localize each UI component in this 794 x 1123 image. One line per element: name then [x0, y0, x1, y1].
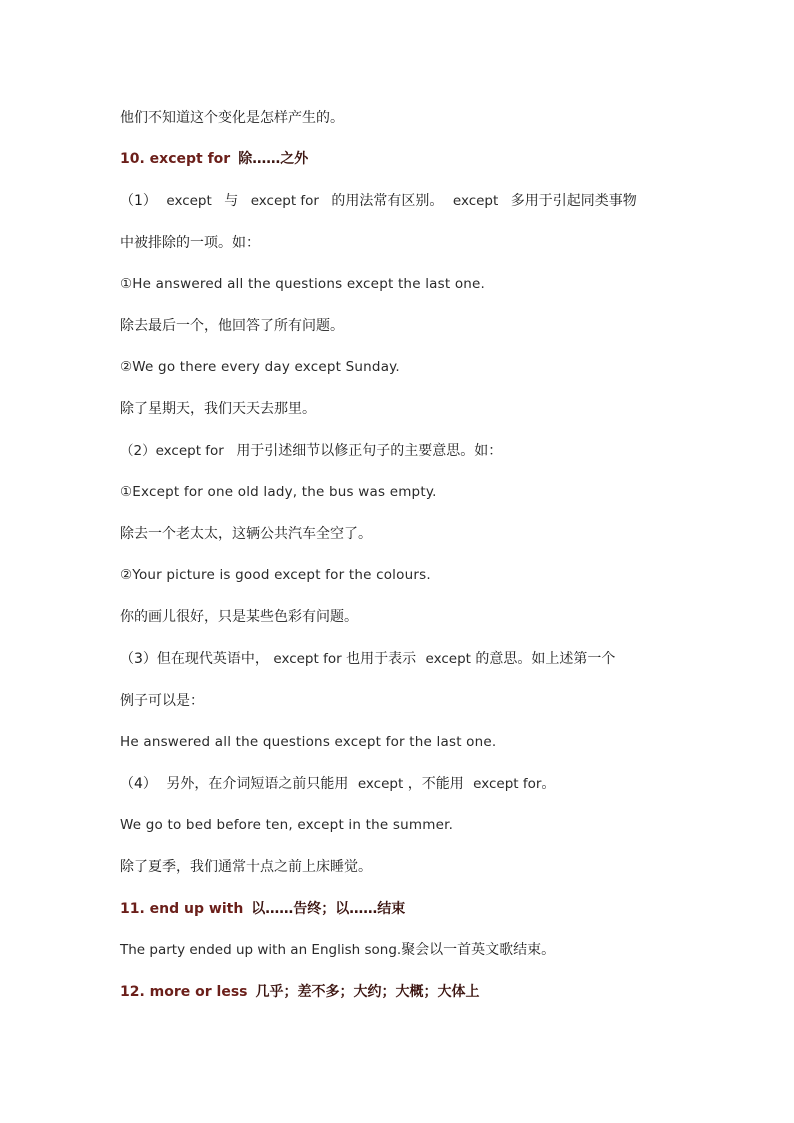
example-3-chinese-text: 除去一个老太太，这辆公共汽车全空了。 — [120, 526, 372, 542]
example-4-chinese-text: 你的画儿很好，只是某些色彩有问题。 — [120, 609, 358, 625]
p3-continued-text: 例子可以是： — [120, 693, 204, 709]
example-4-english-text: ②Your picture is good except for the colours. — [120, 567, 431, 583]
example-3-english — [120, 482, 437, 502]
heading-12-phrase: 12. more or less — [120, 984, 248, 1000]
p4-text-b: ，不能用 — [407, 776, 464, 792]
p2-text: 用于引述细节以修正句子的主要意思。如： — [236, 443, 503, 459]
paragraph-4 — [120, 774, 555, 794]
example-6-chinese-text: 除了夏季，我们通常十点之前上床睡觉。 — [120, 859, 372, 875]
example-1-chinese-text: 除去最后一个，他回答了所有问题。 — [120, 318, 344, 334]
p3-except: except — [425, 651, 471, 667]
example-7-chinese-text: 聚会以一首英文歌结束。 — [401, 942, 556, 958]
p4-number: （4） — [120, 776, 157, 792]
p3-text-c: 的意思。如上述第一个 — [475, 651, 616, 667]
p4-except: except — [357, 776, 404, 792]
example-1-english-text: ①He answered all the questions except the last one. — [120, 276, 486, 292]
example-6-english — [120, 815, 453, 835]
example-5-english-text: He answered all the questions except for the last one. — [120, 734, 497, 750]
p1-and: 与 — [224, 193, 239, 209]
paragraph-2 — [120, 441, 502, 461]
example-1-english — [120, 274, 485, 294]
example-2-chinese-text: 除了星期天，我们天天去那里。 — [120, 401, 316, 417]
example-6-chinese — [120, 857, 372, 877]
example-6-english-text: We go to bed before ten, except in the summer. — [120, 817, 454, 833]
example-7-english-text: The party ended up with an English song. — [120, 942, 402, 958]
text-line-intro — [120, 108, 344, 128]
example-4-english — [120, 565, 431, 585]
paragraph-1-continued — [120, 233, 260, 253]
example-3-english-text: ①Except for one old lady, the bus was empty. — [120, 484, 437, 500]
heading-11-phrase: 11. end up with — [120, 901, 244, 917]
example-7 — [120, 940, 555, 960]
p4-text-a: 另外，在介词短语之前只能用 — [166, 776, 349, 792]
p1-text-a: 的用法常有区别。 — [331, 193, 444, 209]
p4-period: 。 — [541, 776, 556, 792]
example-5-english — [120, 732, 496, 752]
example-2-english — [120, 357, 400, 377]
p1-except-for: except for — [250, 193, 319, 209]
p3-except-for: except for — [273, 651, 342, 667]
paragraph-1 — [120, 191, 637, 211]
p3-text-b: 也用于表示 — [346, 651, 417, 667]
p1-except-2: except — [452, 193, 499, 209]
example-4-chinese — [120, 607, 358, 627]
paragraph-3 — [120, 649, 615, 669]
example-1-chinese — [120, 316, 344, 336]
p1-number: （1） — [120, 193, 157, 209]
example-3-chinese — [120, 524, 372, 544]
example-2-chinese — [120, 399, 316, 419]
heading-10 — [120, 149, 308, 169]
p2-number-phrase: （2）except for — [120, 443, 224, 459]
p4-except-for: except for — [473, 776, 542, 792]
heading-11-meaning: 以……告终；以……结束 — [251, 901, 406, 917]
heading-12-meaning: 几乎；差不多；大约；大概；大体上 — [255, 984, 480, 1000]
heading-10-meaning: 除……之外 — [238, 151, 309, 167]
paragraph-3-continued — [120, 691, 204, 711]
intro-text: 他们不知道这个变化是怎样产生的。 — [120, 110, 344, 126]
heading-11 — [120, 899, 405, 919]
heading-12 — [120, 982, 480, 1002]
p1-except-1: except — [166, 193, 212, 209]
heading-10-phrase: 10. except for — [120, 151, 231, 167]
p1-text-b: 多用于引起同类事物 — [510, 193, 637, 209]
p3-text-a: （3）但在现代英语中， — [120, 651, 269, 667]
example-2-english-text: ②We go there every day except Sunday. — [120, 359, 400, 375]
p1-continued-text: 中被排除的一项。如： — [120, 235, 260, 251]
